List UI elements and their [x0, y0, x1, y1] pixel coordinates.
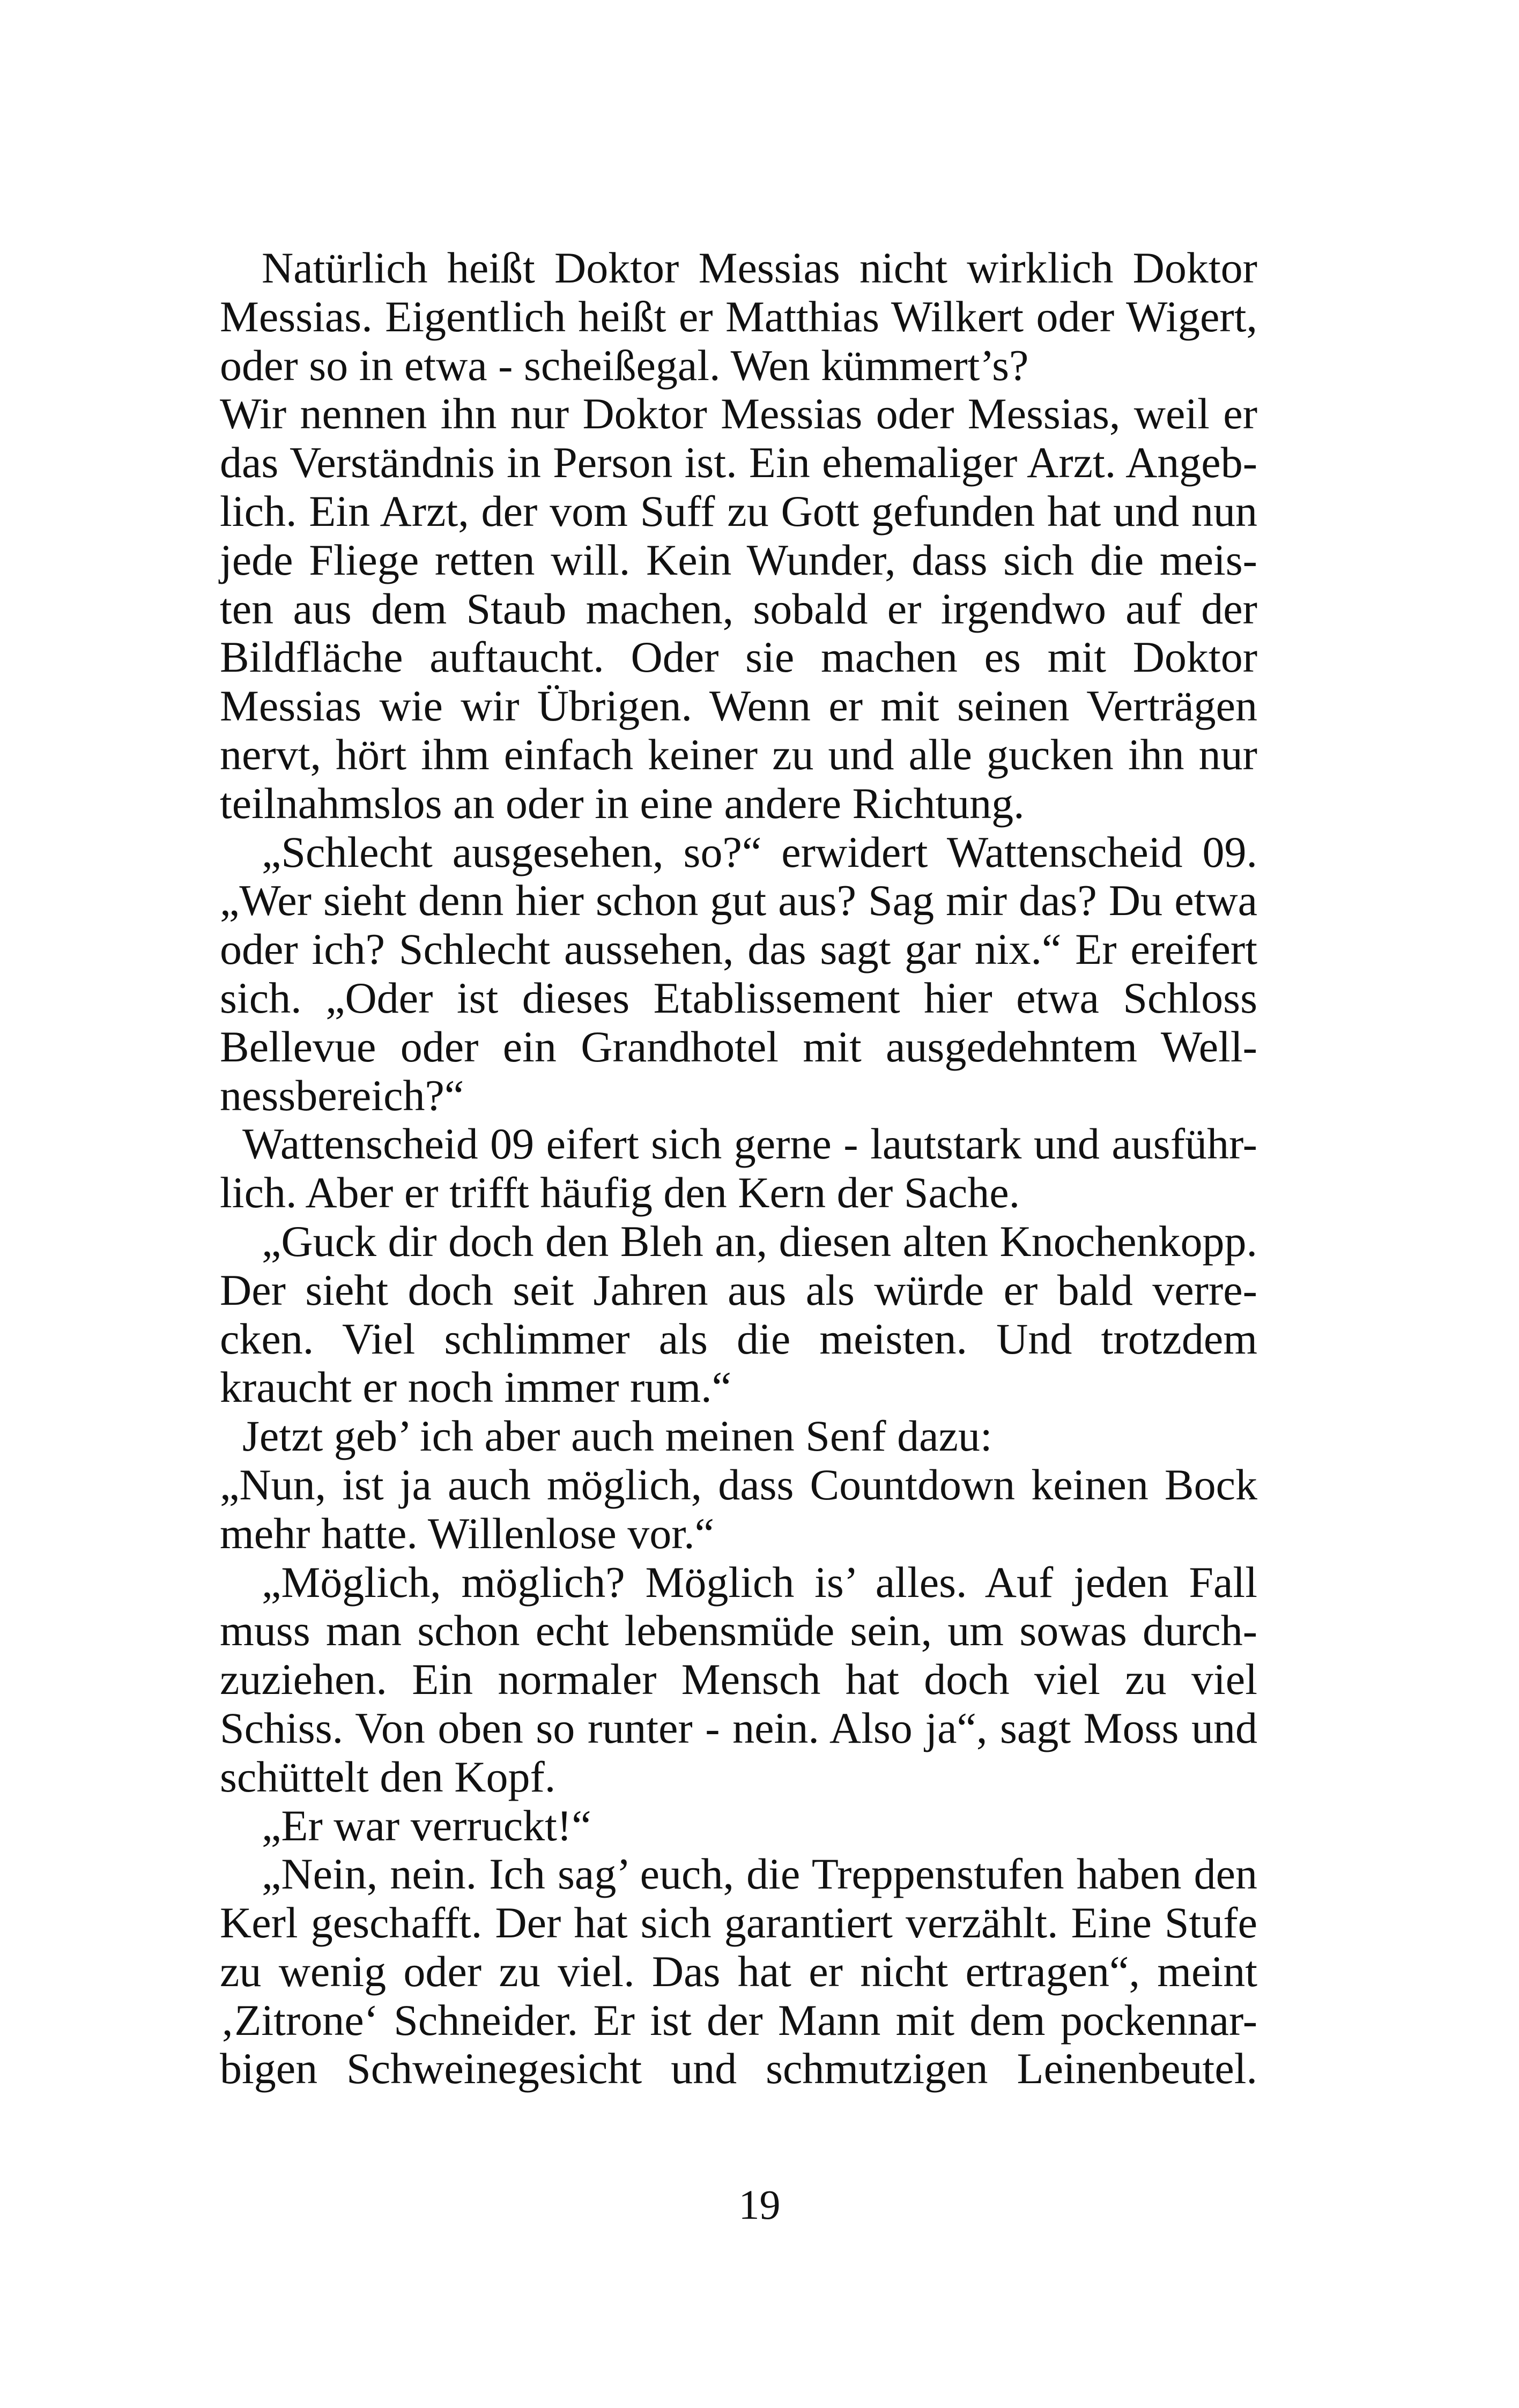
text-line: „Er war verruckt!“: [262, 1801, 591, 1850]
text-line: muss man schon echt lebensmüde sein, um sowas durch-: [220, 1606, 1257, 1655]
text-line: „Nun, ist ja auch möglich, dass Countdown keinen Bock: [220, 1460, 1257, 1509]
text-line: Jetzt geb’ ich aber auch meinen Senf dazu:: [242, 1411, 992, 1461]
text-line: Kerl geschafft. Der hat sich garantiert verzählt. Eine Stufe: [220, 1898, 1257, 1948]
text-line: bigen Schweinegesicht und schmutzigen Leinenbeutel.: [220, 2044, 1257, 2093]
text-line: Schiss. Von oben so runter - nein. Also ja“, sagt Moss und: [220, 1703, 1257, 1752]
page-number: 19: [738, 2181, 781, 2228]
text-line: „Schlecht ausgesehen, so?“ erwidert Wattenscheid 09.: [262, 827, 1257, 876]
text-line: Natürlich heißt Doktor Messias nicht wirklich Doktor: [262, 243, 1257, 292]
text-line: Wir nennen ihn nur Doktor Messias oder Messias, weil er: [220, 389, 1257, 439]
text-line: nessbereich?“: [220, 1071, 464, 1120]
text-line: ‚Zitrone‘ Schneider. Er ist der Mann mit dem pockennar-: [220, 1995, 1257, 2045]
text-line: ten aus dem Staub machen, sobald er irgendwo auf der: [220, 584, 1257, 633]
text-line: Messias. Eigentlich heißt er Matthias Wilkert oder Wigert,: [220, 292, 1257, 341]
text-line: Bildfläche auftaucht. Oder sie machen es mit Doktor: [220, 633, 1257, 682]
text-line: schüttelt den Kopf.: [220, 1752, 556, 1801]
text-line: lich. Ein Arzt, der vom Suff zu Gott gefunden hat und nun: [220, 486, 1257, 536]
text-line: sich. „Oder ist dieses Etablissement hier etwa Schloss: [220, 973, 1257, 1022]
text-line: zu wenig oder zu viel. Das hat er nicht ertragen“, meint: [220, 1946, 1257, 1996]
text-line: „Wer sieht denn hier schon gut aus? Sag mir das? Du etwa: [220, 876, 1257, 925]
text-line: nervt, hört ihm einfach keiner zu und alle gucken ihn nur: [220, 730, 1257, 779]
text-line: lich. Aber er trifft häufig den Kern der Sache.: [220, 1168, 1020, 1217]
text-line: cken. Viel schlimmer als die meisten. Und trotzdem: [220, 1314, 1257, 1363]
text-line: „Möglich, möglich? Möglich is’ alles. Auf jeden Fall: [262, 1557, 1257, 1607]
text-line: kraucht er noch immer rum.“: [220, 1363, 732, 1412]
page-body-text: [220, 244, 1257, 2093]
text-line: „Nein, nein. Ich sag’ euch, die Treppenstufen haben den: [262, 1849, 1257, 1899]
text-line: oder so in etwa - scheißegal. Wen kümmert’s?: [220, 340, 1029, 390]
text-line: jede Fliege retten will. Kein Wunder, dass sich die meis-: [220, 535, 1257, 584]
text-line: das Verständnis in Person ist. Ein ehemaliger Arzt. Angeb-: [220, 438, 1257, 487]
text-line: zuziehen. Ein normaler Mensch hat doch viel zu viel: [220, 1655, 1257, 1704]
text-line: „Guck dir doch den Bleh an, diesen alten Knochenkopp.: [262, 1216, 1257, 1266]
text-line: Messias wie wir Übrigen. Wenn er mit seinen Verträgen: [220, 681, 1257, 731]
text-line: Wattenscheid 09 eifert sich gerne - lautstark und ausführ-: [242, 1119, 1257, 1169]
text-line: oder ich? Schlecht aussehen, das sagt gar nix.“ Er ereifert: [220, 925, 1257, 974]
text-line: teilnahmslos an oder in eine andere Richtung.: [220, 778, 1025, 828]
text-line: Der sieht doch seit Jahren aus als würde er bald verre-: [220, 1265, 1257, 1314]
text-line: mehr hatte. Willenlose vor.“: [220, 1508, 714, 1558]
text-line: Bellevue oder ein Grandhotel mit ausgedehntem Well-: [220, 1022, 1257, 1071]
